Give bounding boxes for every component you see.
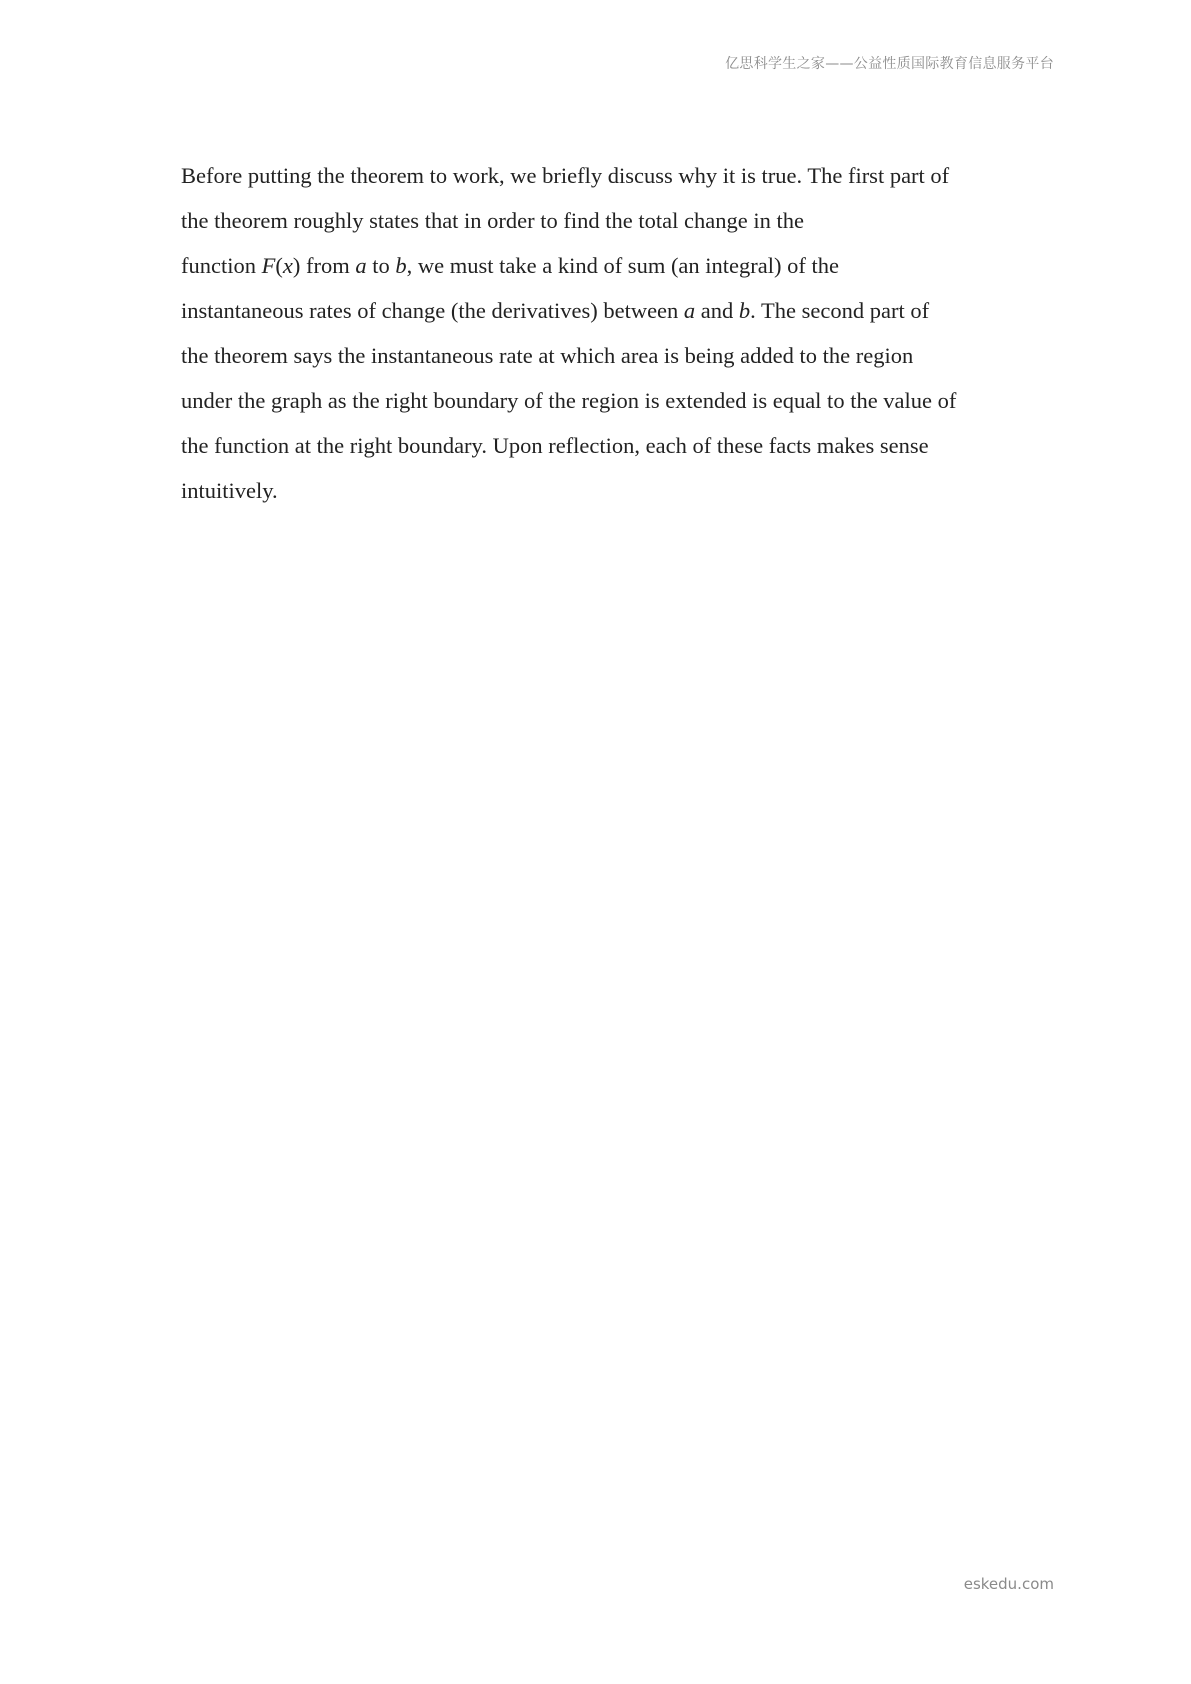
text-run: (: [275, 253, 283, 278]
body-paragraph: [181, 153, 1021, 513]
text-run: . The second part of: [750, 298, 930, 323]
paragraph-line: Before putting the theorem to work, we briefly discuss why it is true. The first part of: [181, 163, 950, 188]
math-variable: x: [282, 253, 293, 278]
paragraph-line: the theorem says the instantaneous rate at which area is being added to the region: [181, 343, 914, 368]
paragraph-line: the theorem roughly states that in order to find the total change in the: [181, 208, 804, 233]
paragraph-line: [181, 243, 1021, 288]
paragraph-line: the function at the right boundary. Upon reflection, each of these facts makes sense: [181, 433, 929, 458]
text-run: instantaneous rates of change (the derivatives) between: [181, 298, 684, 323]
math-variable: b: [738, 298, 751, 323]
text-run: and: [695, 298, 739, 323]
paragraph-line: under the graph as the right boundary of the region is extended is equal to the value of: [181, 388, 957, 413]
math-variable: b: [395, 253, 407, 278]
text-run: function: [181, 253, 262, 278]
paragraph-line: intuitively.: [181, 478, 278, 503]
page-header: 亿思科学生之家——公益性质国际教育信息服务平台: [725, 56, 1054, 72]
text-run: to: [366, 253, 396, 278]
page-footer: eskedu.com: [963, 1575, 1054, 1593]
math-variable: F: [261, 253, 276, 278]
text-run: ) from: [292, 253, 356, 278]
math-variable: a: [683, 298, 696, 323]
paragraph-line: [181, 288, 1021, 333]
math-variable: a: [355, 253, 367, 278]
text-run: , we must take a kind of sum (an integral) of the: [406, 253, 839, 278]
